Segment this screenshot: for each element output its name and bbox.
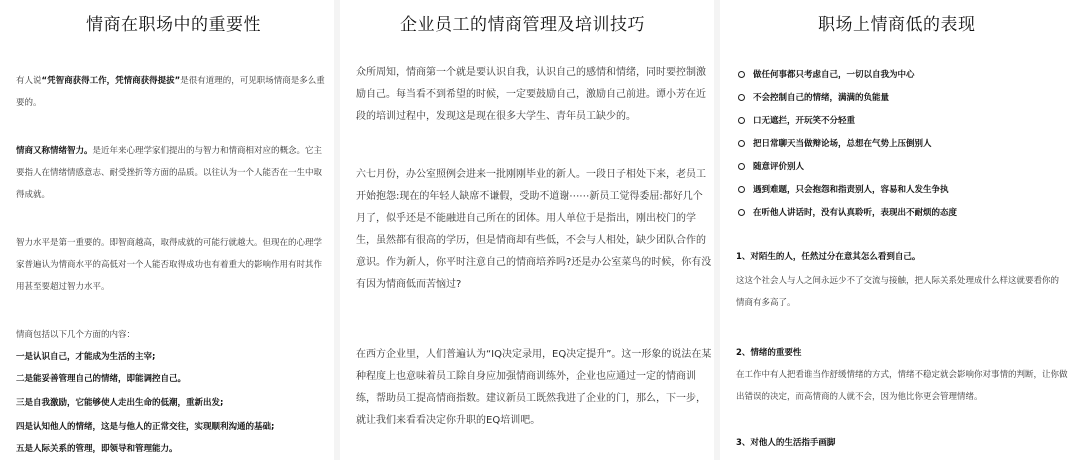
section-3-heading: 3、对他人的生活指手画脚 [736,438,836,448]
middle-title: 企业员工的情商管理及培训技巧 [400,15,645,35]
circle-bullet-icon [738,94,745,101]
circle-bullet-icon [738,117,745,124]
bullet-item [738,91,889,105]
circle-bullet-icon [738,209,745,216]
left-list-item: 四是认知他人的情绪，这是与他人的正常交往，实现顺利沟通的基础; [16,422,275,432]
bullet-item [738,137,932,151]
bullet-text: 在听他人讲话时，没有认真聆听，表现出不耐烦的态度 [753,208,958,218]
left-list-item: 二是能妥善管理自己的情绪，即能调控自己。 [16,374,187,384]
p1-tail: 是很有道理的，可见职场情商是多么重要的。 [16,76,325,108]
left-list-intro: 情商包括以下几个方面的内容： [16,330,136,340]
p2-body: 是近年来心理学家们提出的与智力和情商相对应的概念。它主要指人在情绪情感意志、耐受挫折等方面的品质。以往认为一个人能否在一生中取得成就。 [16,146,323,200]
circle-bullet-icon [738,140,745,147]
circle-bullet-icon [738,186,745,193]
section-1-body: 这这个社会人与人之间永远少不了交流与接触，把人际关系处理成什么样这就要看你的情商有多高了。 [736,276,1060,308]
bullet-item [738,68,915,82]
left-paragraph-3: 智力水平是第一重要的。即智商越高，取得成就的可能行就越大。但现在的心理学家普遍认为情商水平的高低对一个人能否取得成功也有着重大的影响作用有时其作用甚至要超过智力水平。 [16,238,323,292]
left-list-item: 一是认识自己，才能成为生活的主宰; [16,352,156,362]
circle-bullet-icon [738,71,745,78]
bullet-item [738,114,855,128]
left-column [0,0,338,460]
middle-paragraph-3: 在西方企业里，人们普遍认为“IQ决定录用，EQ决定提升”。这一形象的说法在某种程度上也意味着员工除自身应加强情商训练外，企业也应通过一定的情商训练，帮助员工提高情商指数。建议新员工既然我进了企业的门，那么，下一步，就让我们来看看决定你升职的EQ培训吧。 [356,349,712,426]
p1-lead: 有人说 [16,76,42,86]
left-paragraph-1 [16,70,330,114]
left-paragraph-2 [16,140,330,206]
p2-lead: 情商又称情绪智力。 [16,146,93,156]
middle-column [338,0,718,460]
middle-paragraph-2: 六七月份，办公室照例会进来一批刚刚毕业的新人。一段日子相处下来，老员工开始抱怨:现在的年轻人缺席不谦假，受助不道谢⋯⋯新员工觉得委屈:都好几个月了，似乎还是不能融进自己所在的团体。用人单位于是指出，刚出校门的学生，虽然都有很高的学历，但是情商却有些低，不会与人相处，缺少团队合作的意识。作为新人，你平时注意自己的情商培养吗?还是办公室菜鸟的时候，你有没有因为情商低而苦恼过? [356,169,712,290]
circle-bullet-icon [738,163,745,170]
bullet-text: 不会控制自己的情绪，满满的负能量 [753,93,890,103]
bullet-item [738,206,957,220]
bullet-item [738,183,949,197]
left-list-item: 三是自我激励，它能够使人走出生命的低潮，重新出发; [16,398,224,408]
left-list-item: 五是人际关系的管理，即领导和管理能力。 [16,444,178,454]
bullet-text: 把日常聊天当做辩论场，总想在气势上压倒别人 [753,139,932,149]
left-title: 情商在职场中的重要性 [86,15,261,35]
bullet-item [738,160,804,174]
right-column [718,0,1080,460]
bullet-text: 做任何事都只考虑自己，一切以自我为中心 [753,70,915,80]
bullet-text: 遇到难题，只会抱怨和指责别人，容易和人发生争执 [753,185,949,195]
section-1-heading: 1、对陌生的人，任然过分在意其怎么看到自己。 [736,252,921,262]
section-2-heading: 2、情绪的重要性 [736,348,802,358]
section-2-body: 在工作中有人把看谁当作舒缓情绪的方式，情绪不稳定就会影响你对事情的判断，让你做出错误的决定，而高情商的人就不会，因为他比你更会管理情绪。 [736,370,1068,402]
right-title: 职场上情商低的表现 [818,15,976,35]
bullet-text: 口无遮拦，开玩笑不分轻重 [753,116,856,126]
bullet-text: 随意评价别人 [753,162,805,172]
middle-paragraph-1: 众所周知，情商第一个就是要认识自我，认识自己的感情和情绪，同时要控制激励自己。每当看不到希望的时候，一定要鼓励自己，激励自己前进。谭小芳在近段的培训过程中，发现这是现在很多大学生、青年员工缺少的。 [356,67,706,122]
p1-quote: “凭智商获得工作，凭情商获得提拔” [41,76,181,86]
